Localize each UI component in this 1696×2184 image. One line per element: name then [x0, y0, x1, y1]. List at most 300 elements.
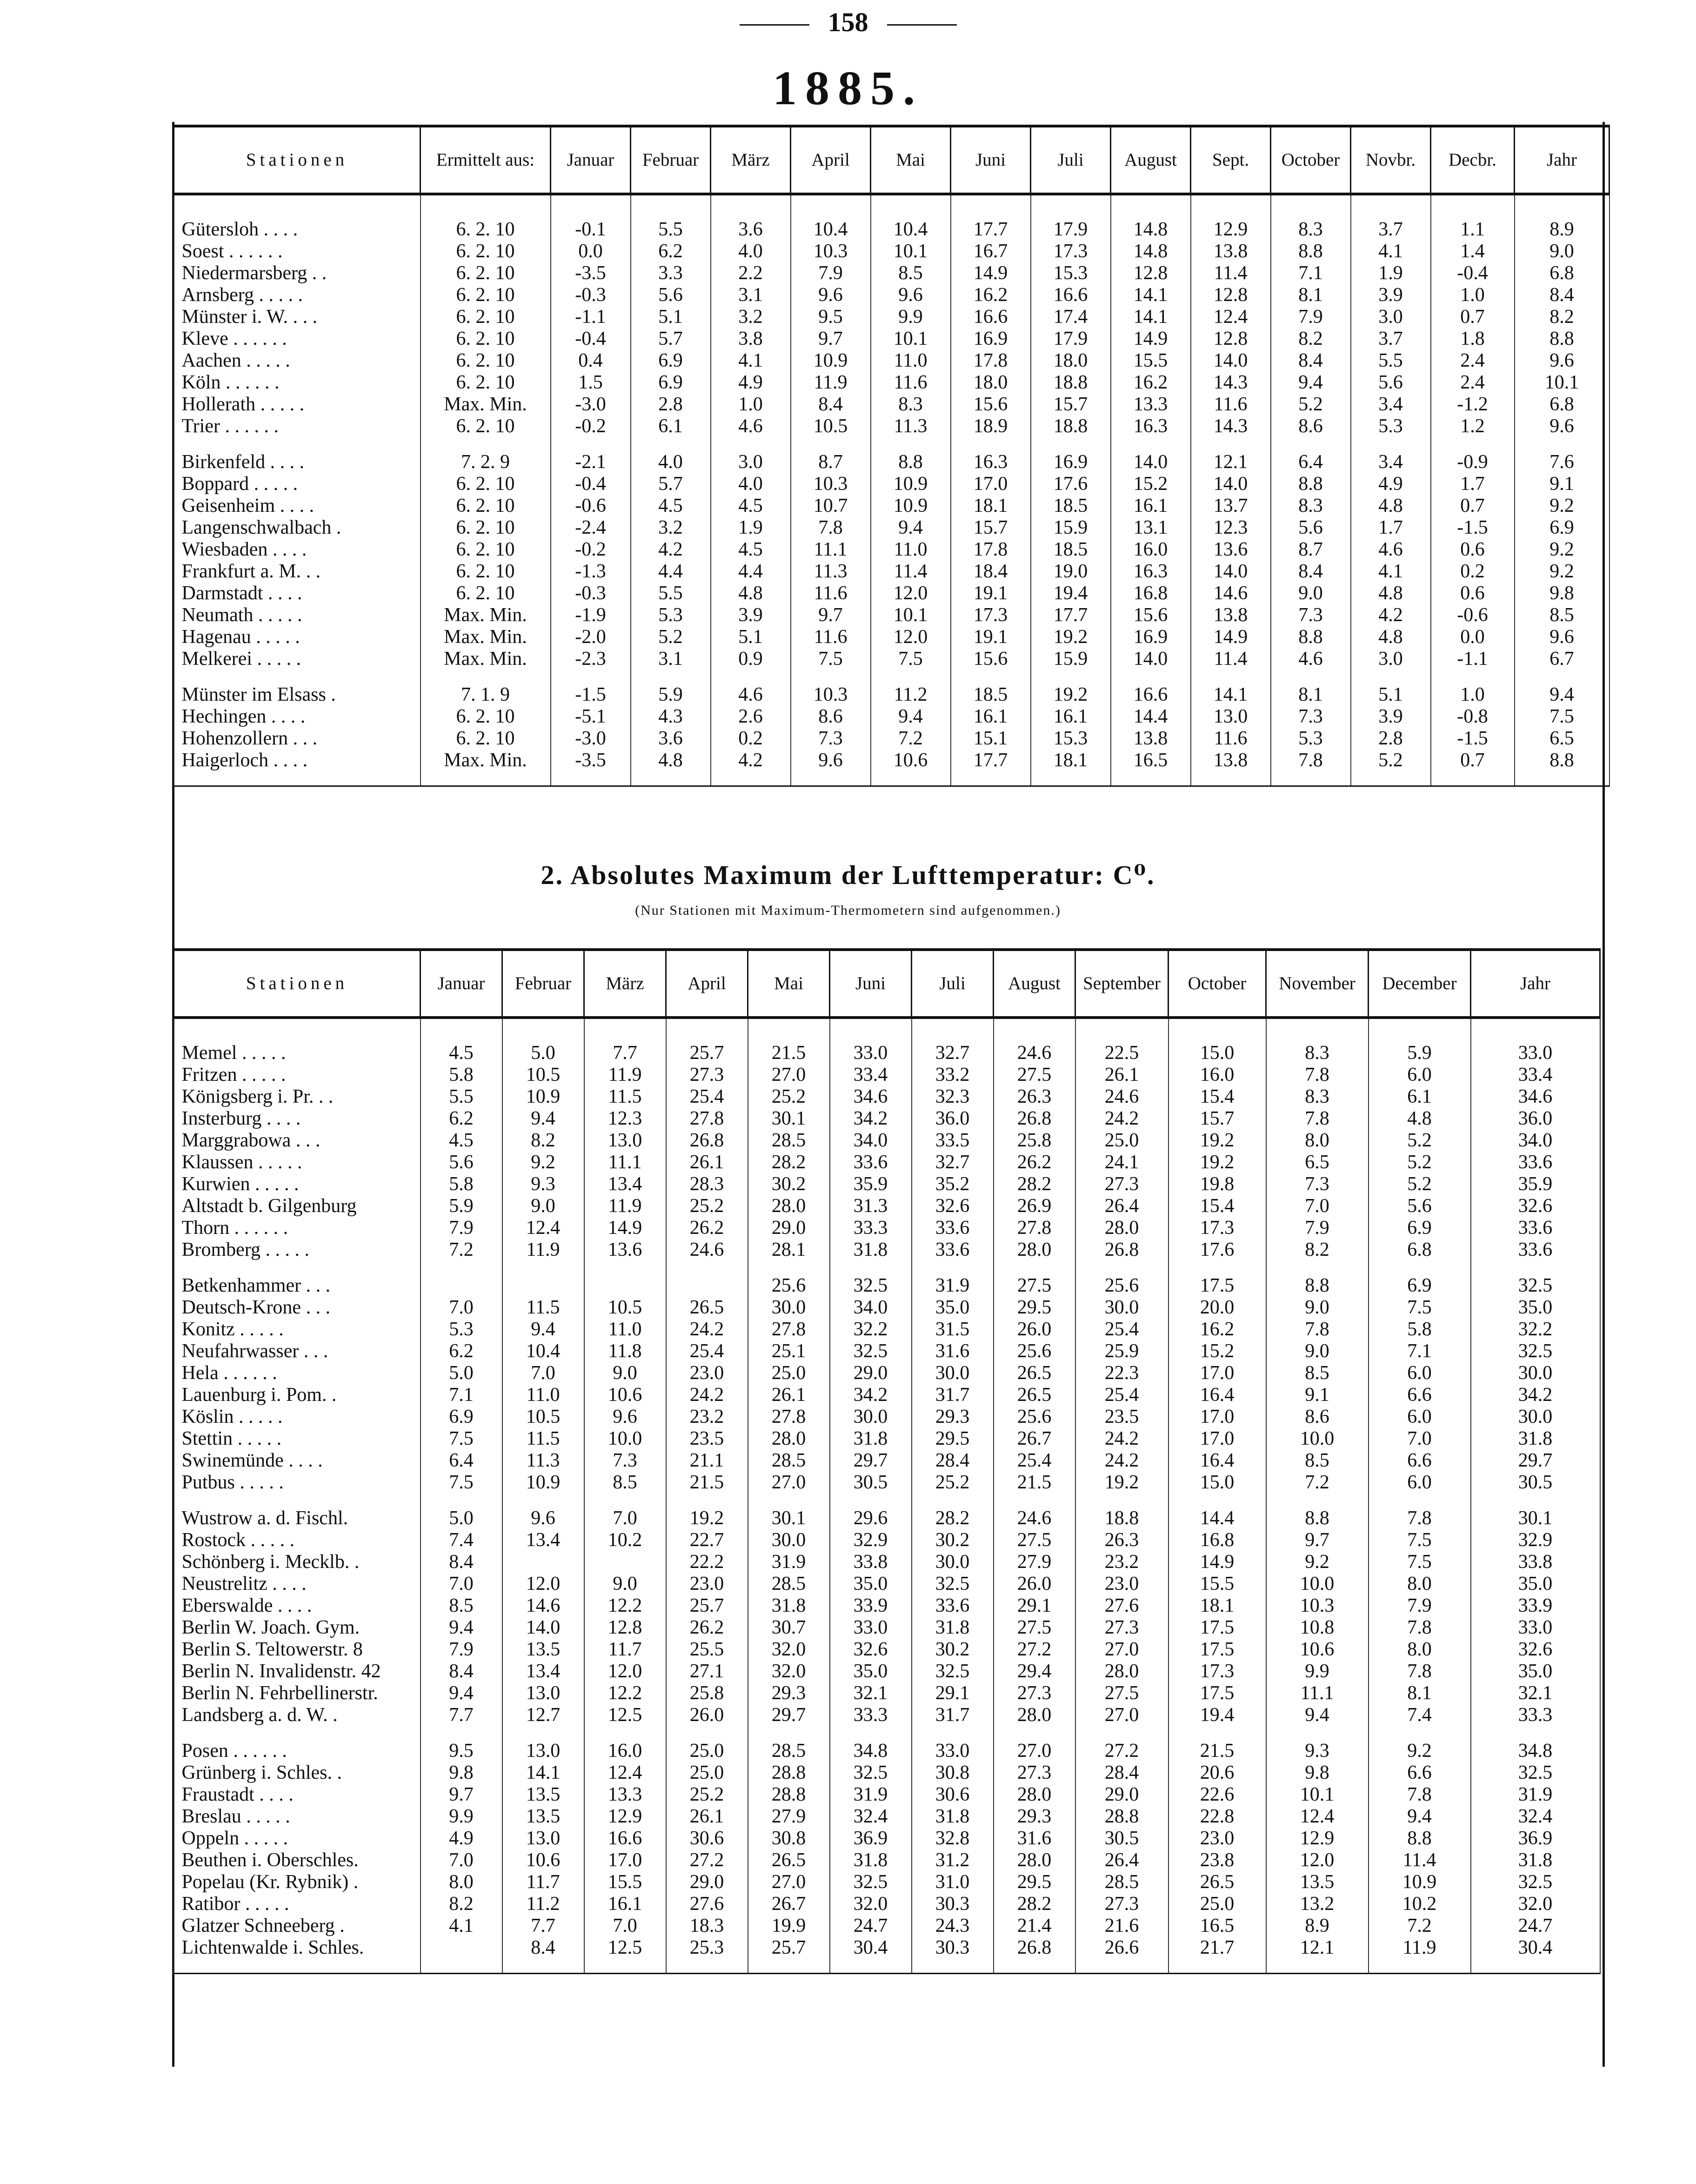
column-header: März — [711, 126, 791, 194]
table-cell: 30.5 — [1471, 1472, 1600, 1494]
table-cell: 8.7 — [791, 451, 871, 473]
table-cell: 0.0 — [1431, 626, 1515, 648]
table-cell: 16.1 — [1031, 706, 1111, 728]
table-cell: 32.6 — [912, 1195, 994, 1217]
table-cell: 8.8 — [1271, 241, 1351, 262]
table-cell: 15.7 — [1169, 1108, 1266, 1130]
table-cell: 25.0 — [1169, 1893, 1266, 1915]
table-cell: 25.6 — [994, 1406, 1075, 1428]
table-row — [174, 1130, 1600, 1152]
table-cell: 32.2 — [1471, 1319, 1600, 1340]
table-cell: 18.5 — [951, 684, 1031, 706]
table-row — [174, 1450, 1600, 1472]
table-cell: 19.4 — [1169, 1704, 1266, 1726]
table-cell: 10.0 — [584, 1428, 666, 1450]
table-cell: 8.7 — [1271, 539, 1351, 561]
table-cell: 7.5 — [1369, 1551, 1471, 1573]
table-cell: 28.5 — [748, 1130, 830, 1152]
table-row — [174, 583, 1609, 604]
table-cell: 31.8 — [1471, 1428, 1600, 1450]
table-cell: 9.8 — [421, 1762, 502, 1784]
table-cell: 35.0 — [1471, 1297, 1600, 1319]
station-name: Birkenfeld . . . . — [174, 451, 421, 473]
table-cell — [584, 1275, 666, 1297]
table-cell: 11.1 — [791, 539, 871, 561]
table-cell: 26.8 — [994, 1108, 1075, 1130]
table-cell: 18.8 — [1031, 415, 1111, 437]
table-cell: 9.2 — [1369, 1740, 1471, 1762]
table-cell: 12.3 — [584, 1108, 666, 1130]
table-row — [174, 1573, 1600, 1595]
table-cell: -1.1 — [551, 306, 631, 328]
station-name: Geisenheim . . . . — [174, 495, 421, 517]
table-cell: 14.9 — [584, 1217, 666, 1239]
station-name: Haigerloch . . . . — [174, 750, 421, 771]
table-cell: 30.0 — [748, 1297, 830, 1319]
table-cell: 8.5 — [421, 1595, 502, 1617]
table-cell: 29.0 — [748, 1217, 830, 1239]
table-cell: 5.3 — [1271, 728, 1351, 750]
table-cell: 14.0 — [1191, 561, 1271, 583]
table-cell: 7.2 — [1369, 1915, 1471, 1937]
table-cell: 11.9 — [502, 1239, 584, 1261]
table-cell: 33.6 — [830, 1152, 912, 1173]
table-cell: 31.7 — [912, 1704, 994, 1726]
table-cell: 30.5 — [1075, 1828, 1169, 1849]
table-row — [174, 1849, 1600, 1871]
table-cell: 27.3 — [1075, 1893, 1169, 1915]
table-cell: 14.9 — [1169, 1551, 1266, 1573]
table-cell: -1.5 — [1431, 728, 1515, 750]
table-cell: 1.0 — [711, 394, 791, 415]
table-cell: 28.8 — [1075, 1806, 1169, 1828]
column-header: März — [584, 950, 666, 1018]
table-cell: 32.5 — [1471, 1340, 1600, 1362]
table-cell: 7.5 — [421, 1472, 502, 1494]
table-cell: 8.3 — [1266, 1086, 1369, 1108]
table-cell: 0.9 — [711, 648, 791, 670]
table-cell: 32.6 — [1471, 1195, 1600, 1217]
table-cell: 27.5 — [994, 1617, 1075, 1639]
table-cell: 12.8 — [1191, 328, 1271, 350]
table-cell: 34.0 — [830, 1297, 912, 1319]
table-cell: 33.8 — [830, 1551, 912, 1573]
table-cell: 5.7 — [631, 473, 711, 495]
table-cell: 1.7 — [1431, 473, 1515, 495]
table-cell: 25.0 — [748, 1362, 830, 1384]
table-cell: 22.8 — [1169, 1806, 1266, 1828]
table-row — [174, 1406, 1600, 1428]
table-cell: 17.6 — [1031, 473, 1111, 495]
table-cell: 30.0 — [1471, 1406, 1600, 1428]
table-cell: 34.2 — [830, 1384, 912, 1406]
station-name: Swinemünde . . . . — [174, 1450, 421, 1472]
table-cell: 12.4 — [1191, 306, 1271, 328]
table-cell: 4.2 — [1351, 604, 1431, 626]
table-cell: 27.0 — [994, 1740, 1075, 1762]
table-cell: 10.7 — [791, 495, 871, 517]
table-cell: 11.7 — [502, 1871, 584, 1893]
table-cell: 8.9 — [1266, 1915, 1369, 1937]
table-cell: 32.4 — [1471, 1806, 1600, 1828]
table-cell: 10.4 — [791, 219, 871, 241]
table-row — [174, 241, 1609, 262]
table-cell: 10.6 — [1266, 1639, 1369, 1661]
table-cell: 11.3 — [871, 415, 951, 437]
table-cell: 30.3 — [912, 1893, 994, 1915]
table-row — [174, 1275, 1600, 1297]
table-cell: 6.4 — [1271, 451, 1351, 473]
table-cell: 12.8 — [1191, 284, 1271, 306]
table-cell: 4.8 — [1351, 626, 1431, 648]
table-cell: 7.0 — [1266, 1195, 1369, 1217]
table-cell — [421, 1937, 502, 1959]
table-cell: 13.8 — [1111, 728, 1191, 750]
table-cell: 5.0 — [502, 1042, 584, 1064]
table-cell: 9.4 — [1515, 684, 1609, 706]
table-cell: Max. Min. — [421, 626, 551, 648]
table-cell: Max. Min. — [421, 394, 551, 415]
table-cell: 21.5 — [666, 1472, 748, 1494]
table-cell: 23.2 — [666, 1406, 748, 1428]
table-cell: 8.0 — [1369, 1639, 1471, 1661]
table-cell: -0.1 — [551, 219, 631, 241]
table-cell: 16.9 — [951, 328, 1031, 350]
table-cell: 27.5 — [994, 1064, 1075, 1086]
table-cell: 5.6 — [1351, 372, 1431, 394]
table-row — [174, 1319, 1600, 1340]
table-cell: 34.0 — [1471, 1130, 1600, 1152]
table-cell: 29.5 — [912, 1428, 994, 1450]
table-cell: 28.8 — [748, 1784, 830, 1806]
table-cell: 9.4 — [871, 706, 951, 728]
table-cell: 6.6 — [1369, 1384, 1471, 1406]
station-name: Landsberg a. d. W. . — [174, 1704, 421, 1726]
table-cell: 18.1 — [1169, 1595, 1266, 1617]
table-cell: 9.9 — [871, 306, 951, 328]
table-cell: 9.2 — [1515, 561, 1609, 583]
group-spacer — [174, 1959, 1600, 1974]
table-cell: 1.1 — [1431, 219, 1515, 241]
table-cell: 11.6 — [1191, 728, 1271, 750]
table-cell: 1.9 — [711, 517, 791, 539]
table-cell: 19.2 — [1031, 626, 1111, 648]
table-cell: 27.2 — [1075, 1740, 1169, 1762]
table-row — [174, 372, 1609, 394]
table-cell: 0.2 — [1431, 561, 1515, 583]
table-cell: 10.0 — [1266, 1573, 1369, 1595]
absolute-maximum-header — [174, 950, 1600, 1018]
table-cell: 8.1 — [1369, 1682, 1471, 1704]
table-cell: 33.2 — [912, 1064, 994, 1086]
table-cell: 5.2 — [1369, 1130, 1471, 1152]
table-cell: 29.4 — [994, 1661, 1075, 1682]
table-cell: 6.0 — [1369, 1362, 1471, 1384]
table-cell: 9.6 — [791, 284, 871, 306]
station-name: Glatzer Schneeberg . — [174, 1915, 421, 1937]
table-cell: 3.1 — [711, 284, 791, 306]
table-cell: 16.0 — [1169, 1064, 1266, 1086]
table-cell: 35.0 — [1471, 1661, 1600, 1682]
table-cell: 28.0 — [994, 1239, 1075, 1261]
table-cell: 28.4 — [912, 1450, 994, 1472]
table-cell: 27.5 — [1075, 1682, 1169, 1704]
table-cell: 11.6 — [871, 372, 951, 394]
table-cell: 4.9 — [1351, 473, 1431, 495]
table-cell: 0.0 — [551, 241, 631, 262]
table-cell: 35.0 — [830, 1661, 912, 1682]
table-row — [174, 1529, 1600, 1551]
group-spacer — [174, 437, 1609, 451]
table-cell: 11.9 — [1369, 1937, 1471, 1959]
column-header: Juni — [830, 950, 912, 1018]
table-cell: 5.0 — [421, 1507, 502, 1529]
table-row — [174, 306, 1609, 328]
table-cell: 25.0 — [1075, 1130, 1169, 1152]
table-cell: 11.0 — [871, 539, 951, 561]
table-row — [174, 517, 1609, 539]
table-cell: 30.2 — [748, 1173, 830, 1195]
station-name: Kleve . . . . . . — [174, 328, 421, 350]
table-cell: 20.0 — [1169, 1297, 1266, 1319]
table-cell: 28.2 — [748, 1152, 830, 1173]
table-cell: 7.8 — [1271, 750, 1351, 771]
table-cell: 28.1 — [748, 1239, 830, 1261]
table-row — [174, 1217, 1600, 1239]
table-cell: 17.7 — [1031, 604, 1111, 626]
table-cell: 25.2 — [912, 1472, 994, 1494]
table-cell: 26.5 — [748, 1849, 830, 1871]
table-cell: 29.1 — [994, 1595, 1075, 1617]
table-cell: 16.6 — [1031, 284, 1111, 306]
station-name: Trier . . . . . . — [174, 415, 421, 437]
table-cell: 16.6 — [1111, 684, 1191, 706]
table-cell: 36.9 — [830, 1828, 912, 1849]
table-cell: 16.3 — [951, 451, 1031, 473]
table-cell: -2.3 — [551, 648, 631, 670]
table-cell: 8.8 — [1369, 1828, 1471, 1849]
table-row — [174, 473, 1609, 495]
table-row — [174, 219, 1609, 241]
table-cell: 13.5 — [502, 1639, 584, 1661]
group-spacer — [174, 771, 1609, 786]
table-cell: 12.0 — [871, 626, 951, 648]
table-cell: 33.9 — [830, 1595, 912, 1617]
table-cell: 8.2 — [1515, 306, 1609, 328]
table-cell: 22.6 — [1169, 1784, 1266, 1806]
table-cell: 32.5 — [830, 1340, 912, 1362]
table-cell: 17.5 — [1169, 1639, 1266, 1661]
table-cell: 32.6 — [830, 1639, 912, 1661]
column-header: August — [1111, 126, 1191, 194]
table-cell: 10.2 — [1369, 1893, 1471, 1915]
table-cell: 12.2 — [584, 1595, 666, 1617]
table-cell: 8.5 — [1515, 604, 1609, 626]
table-cell: 8.0 — [1266, 1130, 1369, 1152]
table-cell: 32.5 — [1471, 1871, 1600, 1893]
table-cell: 13.0 — [502, 1740, 584, 1762]
table-cell: 29.3 — [912, 1406, 994, 1428]
table-cell: 15.9 — [1031, 517, 1111, 539]
table-cell: 11.6 — [1191, 394, 1271, 415]
table-cell: 8.6 — [1271, 415, 1351, 437]
table-cell: 8.5 — [1266, 1450, 1369, 1472]
table-cell: 6. 2. 10 — [421, 517, 551, 539]
table-cell: 10.9 — [871, 495, 951, 517]
group-spacer — [174, 194, 1609, 219]
table-cell: 9.4 — [1271, 372, 1351, 394]
table-cell: 6.4 — [421, 1450, 502, 1472]
table-cell: 10.6 — [871, 750, 951, 771]
table-cell: 4.6 — [711, 415, 791, 437]
table-cell: 28.5 — [1075, 1871, 1169, 1893]
table-cell: 11.7 — [584, 1639, 666, 1661]
table-cell: 9.0 — [584, 1362, 666, 1384]
table-cell: 25.7 — [748, 1937, 830, 1959]
table-cell: 27.0 — [748, 1472, 830, 1494]
table-cell: 27.8 — [994, 1217, 1075, 1239]
table-cell: 8.0 — [421, 1871, 502, 1893]
table-row — [174, 415, 1609, 437]
table-cell: 13.8 — [1191, 241, 1271, 262]
table-cell: 16.4 — [1169, 1384, 1266, 1406]
table-cell: 5.6 — [631, 284, 711, 306]
table-cell: 6. 2. 10 — [421, 306, 551, 328]
table-cell: 17.8 — [951, 539, 1031, 561]
table-cell: 32.5 — [1471, 1762, 1600, 1784]
table-cell: -0.4 — [1431, 262, 1515, 284]
table-cell: 9.9 — [421, 1806, 502, 1828]
table-cell: 31.9 — [912, 1275, 994, 1297]
table-cell: 28.8 — [748, 1762, 830, 1784]
table-cell: 5.2 — [1271, 394, 1351, 415]
table-cell: 4.5 — [711, 495, 791, 517]
table-cell: 12.9 — [1191, 219, 1271, 241]
table-cell: 16.3 — [1111, 561, 1191, 583]
table-row — [174, 1871, 1600, 1893]
table-cell: 8.8 — [1515, 750, 1609, 771]
station-name: Wiesbaden . . . . — [174, 539, 421, 561]
table-cell: 9.4 — [502, 1108, 584, 1130]
column-header: October — [1169, 950, 1266, 1018]
table-cell: 0.7 — [1431, 750, 1515, 771]
table-row — [174, 684, 1609, 706]
table-cell: 30.0 — [912, 1362, 994, 1384]
table-cell: 12.3 — [1191, 517, 1271, 539]
table-cell: 7.9 — [1271, 306, 1351, 328]
table-cell: 27.8 — [748, 1319, 830, 1340]
column-header: Juli — [1031, 126, 1111, 194]
table-cell: 34.2 — [830, 1108, 912, 1130]
table-cell: 13.5 — [502, 1784, 584, 1806]
table-cell: 8.4 — [791, 394, 871, 415]
table-cell: 5.2 — [1351, 750, 1431, 771]
station-name: Hohenzollern . . . — [174, 728, 421, 750]
table-cell: 3.6 — [631, 728, 711, 750]
table-cell: 16.8 — [1169, 1529, 1266, 1551]
table-row — [174, 1239, 1600, 1261]
table-cell: 33.0 — [830, 1617, 912, 1639]
table-cell: 19.0 — [1031, 561, 1111, 583]
table-cell: 12.5 — [584, 1704, 666, 1726]
table-cell: 17.3 — [1031, 241, 1111, 262]
table-cell: 6.9 — [1369, 1275, 1471, 1297]
table-cell: 31.8 — [830, 1849, 912, 1871]
station-name: Breslau . . . . . — [174, 1806, 421, 1828]
table-cell: 6.5 — [1515, 728, 1609, 750]
table-cell: 25.7 — [666, 1042, 748, 1064]
table-cell: 5.1 — [631, 306, 711, 328]
table-cell: 7.3 — [791, 728, 871, 750]
table-cell: 6. 2. 10 — [421, 262, 551, 284]
table-cell: 33.8 — [1471, 1551, 1600, 1573]
table-cell: 16.9 — [1031, 451, 1111, 473]
column-header: Novbr. — [1351, 126, 1431, 194]
mean-temperature-body — [174, 194, 1609, 786]
station-name: Wustrow a. d. Fischl. — [174, 1507, 421, 1529]
table-cell: 9.8 — [1515, 583, 1609, 604]
table-row — [174, 1064, 1600, 1086]
table-row — [174, 1762, 1600, 1784]
station-name: Beuthen i. Oberschles. — [174, 1849, 421, 1871]
table-cell: 36.0 — [1471, 1108, 1600, 1130]
table-row — [174, 1784, 1600, 1806]
table-cell: 29.5 — [994, 1297, 1075, 1319]
table-cell: 27.1 — [666, 1661, 748, 1682]
table-cell: 24.7 — [1471, 1915, 1600, 1937]
table-cell: 31.7 — [912, 1384, 994, 1406]
table-cell: 30.0 — [748, 1529, 830, 1551]
table-cell: 9.4 — [502, 1319, 584, 1340]
table-cell: 4.5 — [421, 1042, 502, 1064]
table-row — [174, 1661, 1600, 1682]
table-cell: 25.4 — [666, 1340, 748, 1362]
table-cell: 16.5 — [1169, 1915, 1266, 1937]
table-cell: 6.5 — [1266, 1152, 1369, 1173]
table-cell: 15.0 — [1169, 1042, 1266, 1064]
station-name: Münster i. W. . . . — [174, 306, 421, 328]
table-cell: 32.9 — [1471, 1529, 1600, 1551]
table-cell: 10.5 — [791, 415, 871, 437]
column-header: Ermittelt aus: — [421, 126, 551, 194]
table-cell: 31.8 — [748, 1595, 830, 1617]
table-row — [174, 1682, 1600, 1704]
station-name: Köslin . . . . . — [174, 1406, 421, 1428]
table-cell: 12.0 — [1266, 1849, 1369, 1871]
table-cell: 27.5 — [994, 1529, 1075, 1551]
page-number — [0, 7, 1696, 38]
group-spacer — [174, 1494, 1600, 1507]
table-cell: 10.4 — [502, 1340, 584, 1362]
station-name: Neumath . . . . . — [174, 604, 421, 626]
table-cell: 15.3 — [1031, 728, 1111, 750]
table-cell: 33.0 — [1471, 1042, 1600, 1064]
table-cell: 16.8 — [1111, 583, 1191, 604]
table-cell: 11.2 — [502, 1893, 584, 1915]
table-cell: 5.8 — [421, 1064, 502, 1086]
table-cell: 30.8 — [912, 1762, 994, 1784]
table-cell: 30.2 — [912, 1639, 994, 1661]
table-cell: 8.4 — [1271, 561, 1351, 583]
mean-temperature-header — [174, 126, 1609, 194]
section-2-subtitle: (Nur Stationen mit Maximum-Thermometern sind aufgenommen.) — [635, 903, 1061, 918]
table-cell: 9.6 — [791, 750, 871, 771]
table-cell: 19.9 — [748, 1915, 830, 1937]
column-header: Stationen — [174, 950, 421, 1018]
table-cell: 33.5 — [912, 1130, 994, 1152]
table-cell: 25.8 — [666, 1682, 748, 1704]
table-cell: 25.4 — [994, 1450, 1075, 1472]
